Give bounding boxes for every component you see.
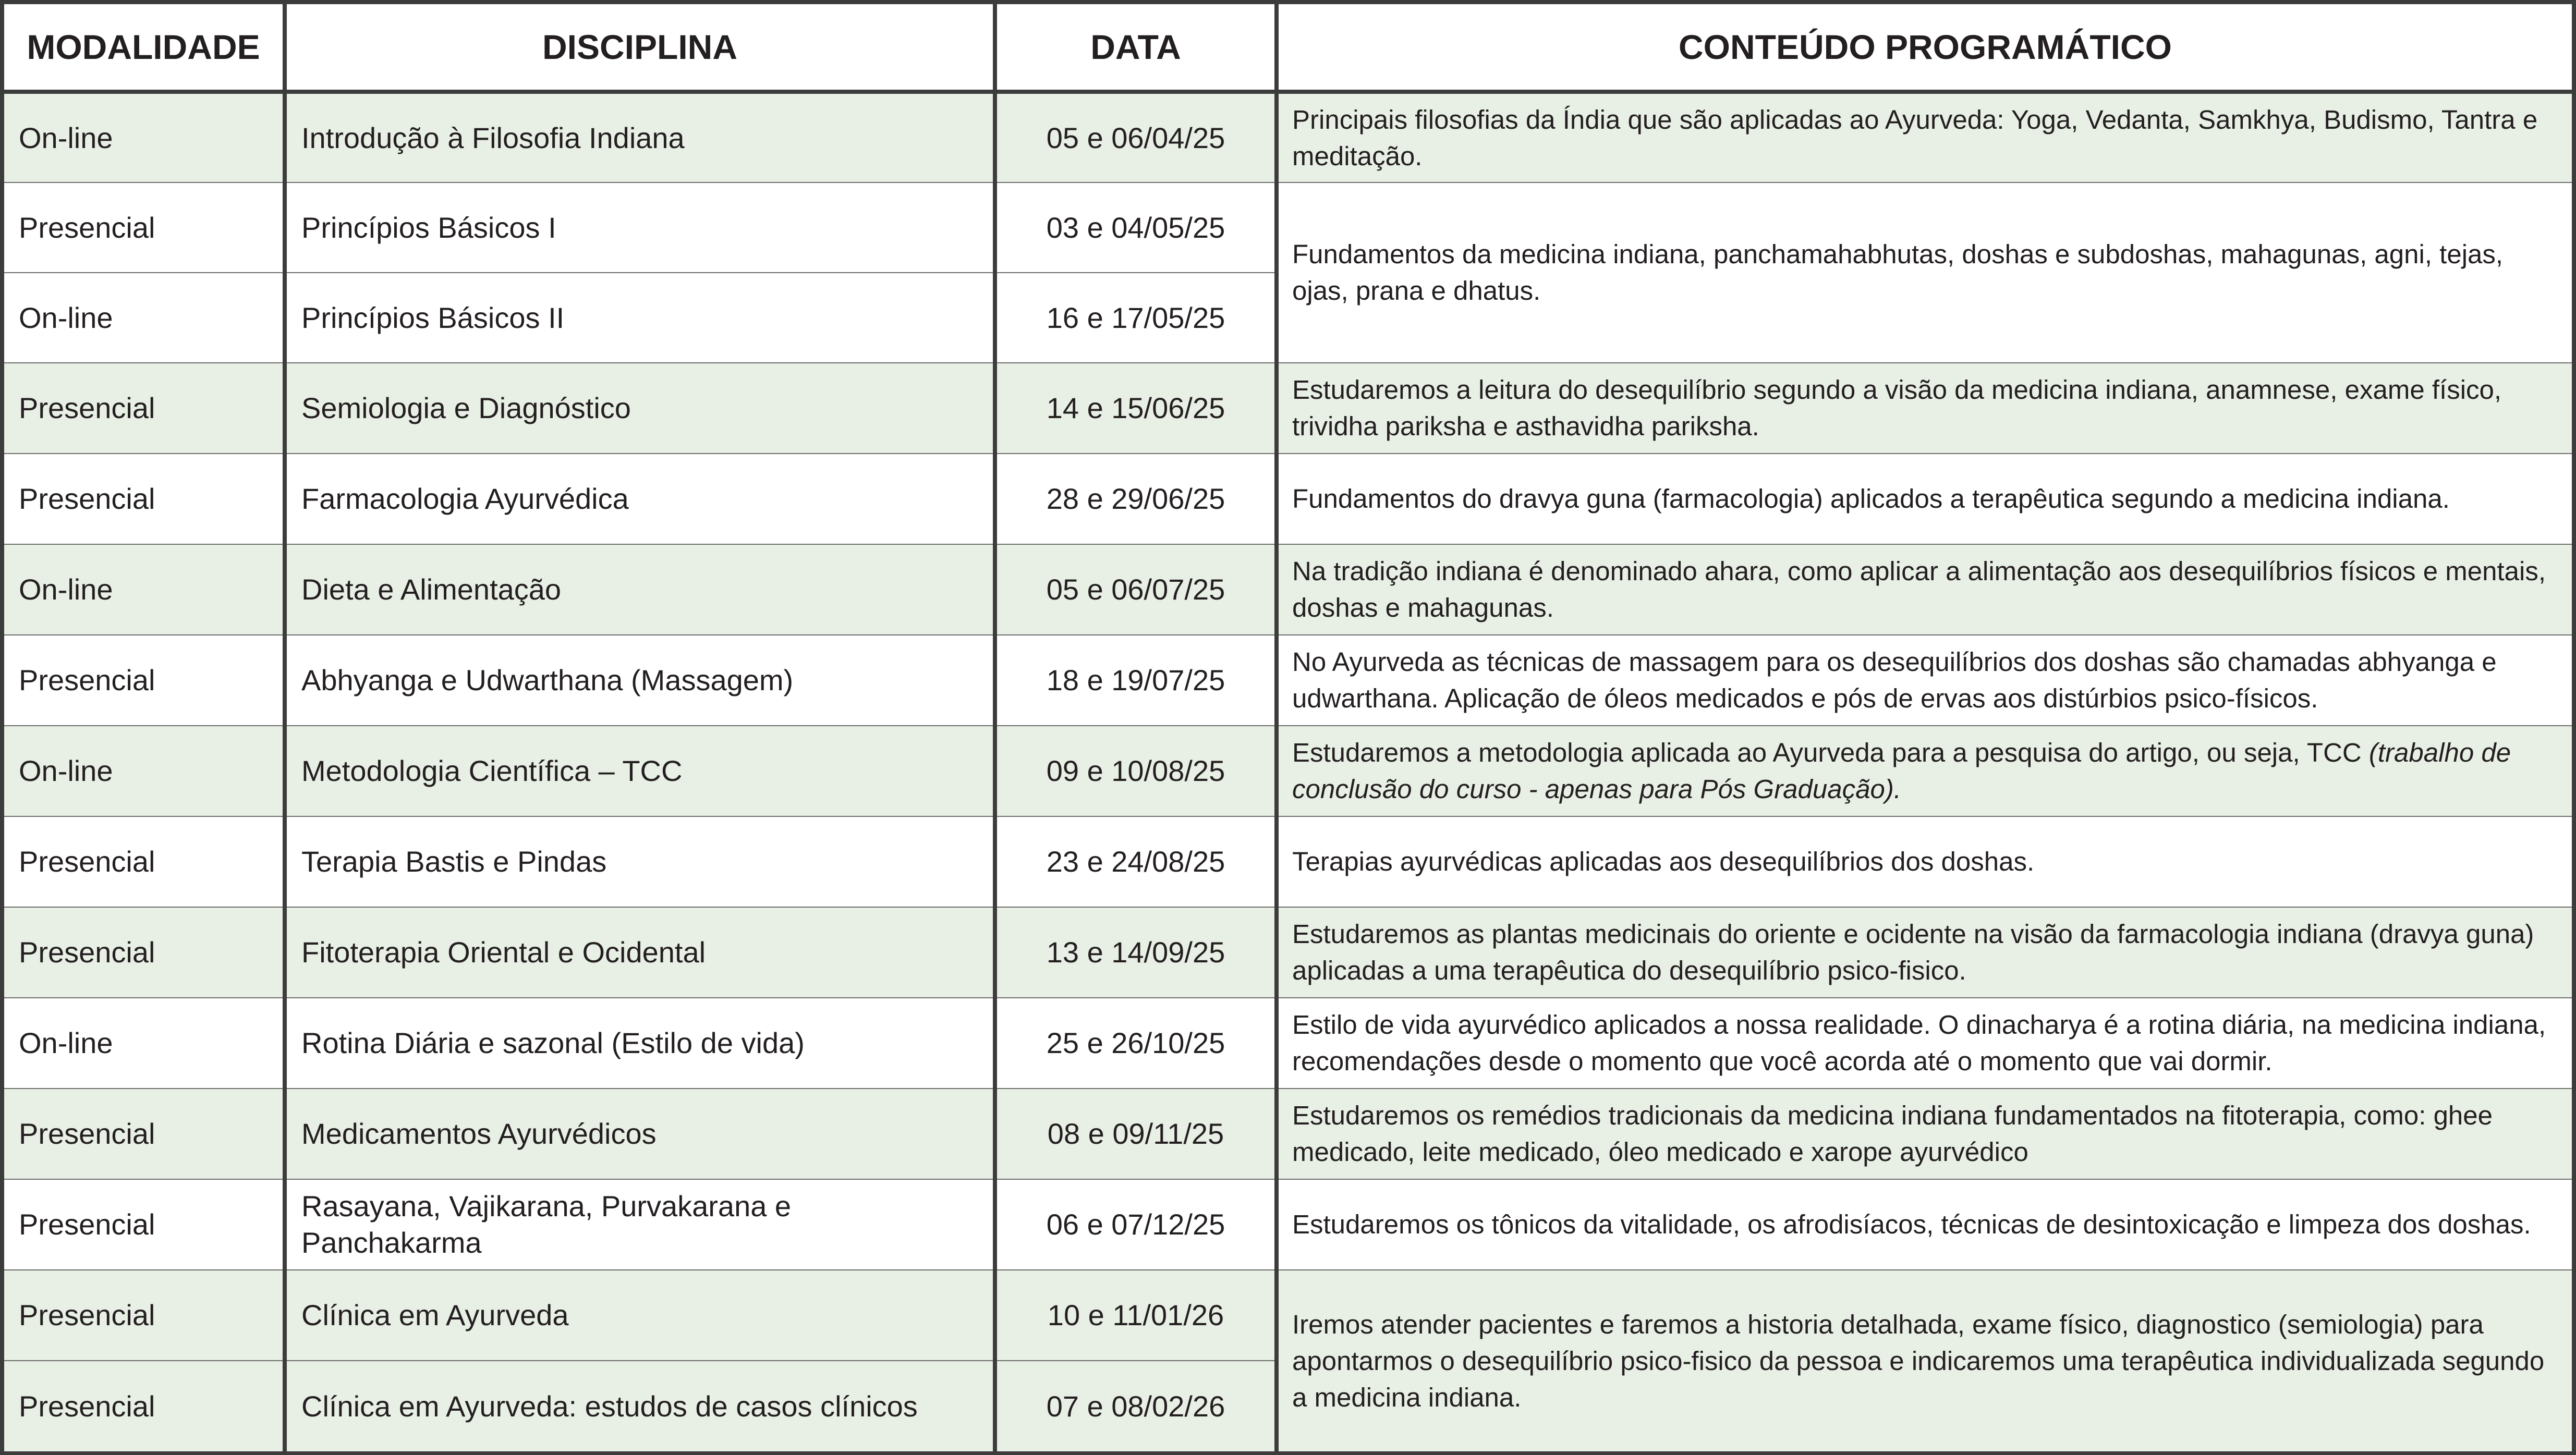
modalidade-cell: Presencial [4,182,285,273]
data-cell: 10 e 11/01/26 [995,1270,1277,1361]
conteudo-cell: Fundamentos da medicina indiana, panchamahabhutas, doshas e subdoshas, mahagunas, agni, tejas, ojas, prana e dhatus. [1277,182,2572,363]
conteudo-cell: Estilo de vida ayurvédico aplicados a nossa realidade. O dinacharya é a rotina diária, na medicina indiana, recomendações desde o momento que você acorda até o momento que vai dormir. [1277,998,2572,1089]
disciplina-cell: Rotina Diária e sazonal (Estilo de vida) [285,998,995,1089]
data-cell: 07 e 08/02/26 [995,1361,1277,1451]
data-cell: 05 e 06/07/25 [995,544,1277,635]
disciplina-cell: Fitoterapia Oriental e Ocidental [285,907,995,998]
disciplina-cell: Abhyanga e Udwarthana (Massagem) [285,635,995,726]
modalidade-cell: On-line [4,998,285,1089]
data-cell: 09 e 10/08/25 [995,726,1277,816]
table-row [4,454,2572,544]
disciplina-cell: Rasayana, Vajikarana, Purvakarana e Panchakarma [285,1179,995,1270]
data-cell: 05 e 06/04/25 [995,92,1277,182]
table-row [4,1089,2572,1179]
header-row [4,4,2572,92]
table-row [4,635,2572,726]
table-row [4,726,2572,816]
table-row [4,816,2572,907]
modalidade-cell: On-line [4,273,285,363]
header-modalidade: MODALIDADE [4,4,285,92]
conteudo-cell: Fundamentos do dravya guna (farmacologia) aplicados a terapêutica segundo a medicina indiana. [1277,454,2572,544]
modalidade-cell: Presencial [4,816,285,907]
header-data: DATA [995,4,1277,92]
header-disciplina: DISCIPLINA [285,4,995,92]
table-row [4,363,2572,454]
conteudo-cell: No Ayurveda as técnicas de massagem para os desequilíbrios dos doshas são chamadas abhyanga e udwarthana. Aplicação de óleos medicados e pós de ervas aos distúrbios psico-físicos. [1277,635,2572,726]
disciplina-cell: Princípios Básicos II [285,273,995,363]
modalidade-cell: Presencial [4,907,285,998]
modalidade-cell: On-line [4,726,285,816]
conteudo-cell: Estudaremos a leitura do desequilíbrio segundo a visão da medicina indiana, anamnese, exame físico, trividha pariksha e asthavidha pariksha. [1277,363,2572,454]
data-cell: 18 e 19/07/25 [995,635,1277,726]
modalidade-cell: Presencial [4,363,285,454]
modalidade-cell: Presencial [4,1270,285,1361]
conteudo-cell: Terapias ayurvédicas aplicadas aos desequilíbrios dos doshas. [1277,816,2572,907]
disciplina-cell: Metodologia Científica – TCC [285,726,995,816]
data-cell: 14 e 15/06/25 [995,363,1277,454]
disciplina-cell: Terapia Bastis e Pindas [285,816,995,907]
modalidade-cell: Presencial [4,1089,285,1179]
modalidade-cell: Presencial [4,454,285,544]
modalidade-cell: On-line [4,92,285,182]
conteudo-cell: Principais filosofias da Índia que são aplicadas ao Ayurveda: Yoga, Vedanta, Samkhya, Budismo, Tantra e meditação. [1277,92,2572,182]
table-row [4,907,2572,998]
disciplina-cell: Introdução à Filosofia Indiana [285,92,995,182]
modalidade-cell: Presencial [4,1361,285,1451]
data-cell: 13 e 14/09/25 [995,907,1277,998]
table-row [4,998,2572,1089]
data-cell: 06 e 07/12/25 [995,1179,1277,1270]
conteudo-cell [1277,726,2572,816]
conteudo-cell: Estudaremos as plantas medicinais do oriente e ocidente na visão da farmacologia indiana (dravya guna) aplicadas a uma terapêutica do desequilíbrio psico-fisico. [1277,907,2572,998]
data-cell: 03 e 04/05/25 [995,182,1277,273]
table-row [4,1179,2572,1270]
data-cell: 23 e 24/08/25 [995,816,1277,907]
disciplina-cell: Semiologia e Diagnóstico [285,363,995,454]
conteudo-cell: Estudaremos os remédios tradicionais da medicina indiana fundamentados na fitoterapia, como: ghee medicado, leite medicado, óleo medicado e xarope ayurvédico [1277,1089,2572,1179]
modalidade-cell: On-line [4,544,285,635]
disciplina-cell: Farmacologia Ayurvédica [285,454,995,544]
disciplina-cell: Dieta e Alimentação [285,544,995,635]
conteudo-cell: Na tradição indiana é denominado ahara, como aplicar a alimentação aos desequilíbrios físicos e mentais, doshas e mahagunas. [1277,544,2572,635]
header-conteudo: CONTEÚDO PROGRAMÁTICO [1277,4,2572,92]
conteudo-cell: Iremos atender pacientes e faremos a historia detalhada, exame físico, diagnostico (semiologia) para apontarmos o desequilíbrio psico-fisico da pessoa e indicaremos uma terapêutica individualizada segundo a medicina indiana. [1277,1270,2572,1451]
table-row [4,182,2572,273]
conteudo-text: Estudaremos a metodologia aplicada ao Ayurveda para a pesquisa do artigo, ou seja, TCC [1292,738,2369,767]
data-cell: 16 e 17/05/25 [995,273,1277,363]
disciplina-cell: Medicamentos Ayurvédicos [285,1089,995,1179]
modalidade-cell: Presencial [4,635,285,726]
conteudo-note: (trabalho de conclusão do curso - apenas para Pós Graduação). [1292,738,2511,804]
data-cell: 28 e 29/06/25 [995,454,1277,544]
table-row [4,1270,2572,1361]
table-row [4,92,2572,182]
conteudo-cell: Estudaremos os tônicos da vitalidade, os afrodisíacos, técnicas de desintoxicação e limpeza dos doshas. [1277,1179,2572,1270]
table-row [4,544,2572,635]
course-schedule-table [4,4,2572,1451]
disciplina-cell: Clínica em Ayurveda: estudos de casos clínicos [285,1361,995,1451]
data-cell: 08 e 09/11/25 [995,1089,1277,1179]
disciplina-cell: Clínica em Ayurveda [285,1270,995,1361]
data-cell: 25 e 26/10/25 [995,998,1277,1089]
modalidade-cell: Presencial [4,1179,285,1270]
disciplina-cell: Princípios Básicos I [285,182,995,273]
